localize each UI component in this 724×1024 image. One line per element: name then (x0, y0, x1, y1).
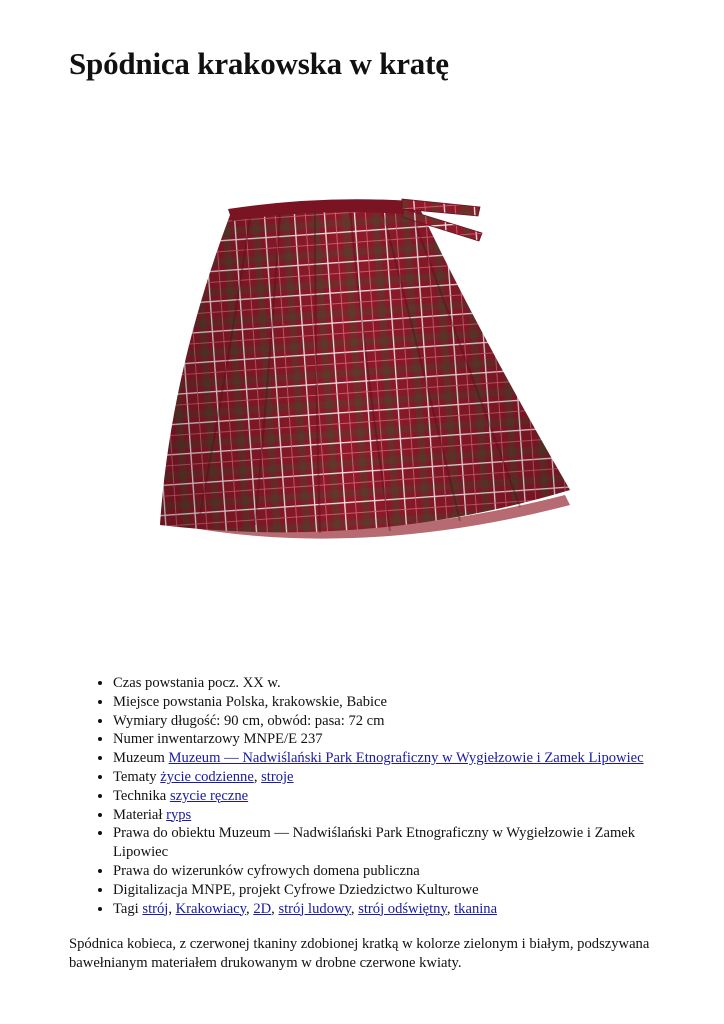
tag-link[interactable]: strój (142, 900, 169, 917)
material-link[interactable]: ryps (166, 806, 192, 823)
topic-link[interactable]: życie codzienne (160, 768, 254, 785)
description: Spódnica kobieca, z czerwonej tkaniny zdobionej kratką w kolorze zielonym i białym, podszywana bawełnianym materiałem drukowanym w drobne czerwone kwiaty. (69, 936, 650, 971)
detail-tagi: • Tagi strój, Krakowiacy, 2D, strój ludowy, strój odświętny, tkanina (113, 900, 673, 919)
detail-tematy: • Tematy życie codzienne, stroje (113, 768, 673, 787)
detail-muzeum: • Muzeum Muzeum — Nadwiślański Park Etnograficzny w Wygiełzowie i Zamek Lipowiec (113, 749, 673, 768)
details-list (92, 674, 673, 918)
detail-miejsce: • Miejsce powstania Polska, krakowskie, Babice (113, 693, 673, 712)
skirt-drawing (120, 195, 590, 555)
museum-link[interactable]: Muzeum — Nadwiślański Park Etnograficzny w Wygiełzowie i Zamek Lipowiec (168, 750, 644, 767)
tag-link[interactable]: tkanina (454, 900, 498, 917)
tag-link[interactable]: Krakowiacy (175, 900, 247, 917)
detail-wymiary: • Wymiary długość: 90 cm, obwód: pasa: 72 cm (113, 712, 673, 731)
detail-digitalizacja: • Digitalizacja MNPE, projekt Cyfrowe Dziedzictwo Kulturowe (113, 881, 673, 900)
skirt-image (120, 195, 590, 555)
detail-prawa-wizerunkow: • Prawa do wizerunków cyfrowych domena publiczna (113, 862, 673, 881)
tag-link[interactable]: 2D (253, 900, 272, 917)
tag-link[interactable]: strój odświętny (358, 900, 447, 917)
detail-numer: • Numer inwentarzowy MNPE/E 237 (113, 730, 673, 749)
technique-link[interactable]: szycie ręczne (169, 787, 249, 804)
page-title: Spódnica krakowska w kratę (69, 46, 449, 81)
detail-material: • Materiał ryps (113, 806, 673, 825)
detail-technika: • Technika szycie ręczne (113, 787, 673, 806)
detail-czas: • Czas powstania pocz. XX w. (113, 674, 673, 693)
topic-link[interactable]: stroje (261, 768, 294, 785)
detail-prawa-obiektu: • Prawa do obiektu Muzeum — Nadwiślański Park Etnograficzny w Wygiełzowie i Zamek Lipowiec (113, 824, 673, 862)
tag-link[interactable]: strój ludowy (278, 900, 351, 917)
